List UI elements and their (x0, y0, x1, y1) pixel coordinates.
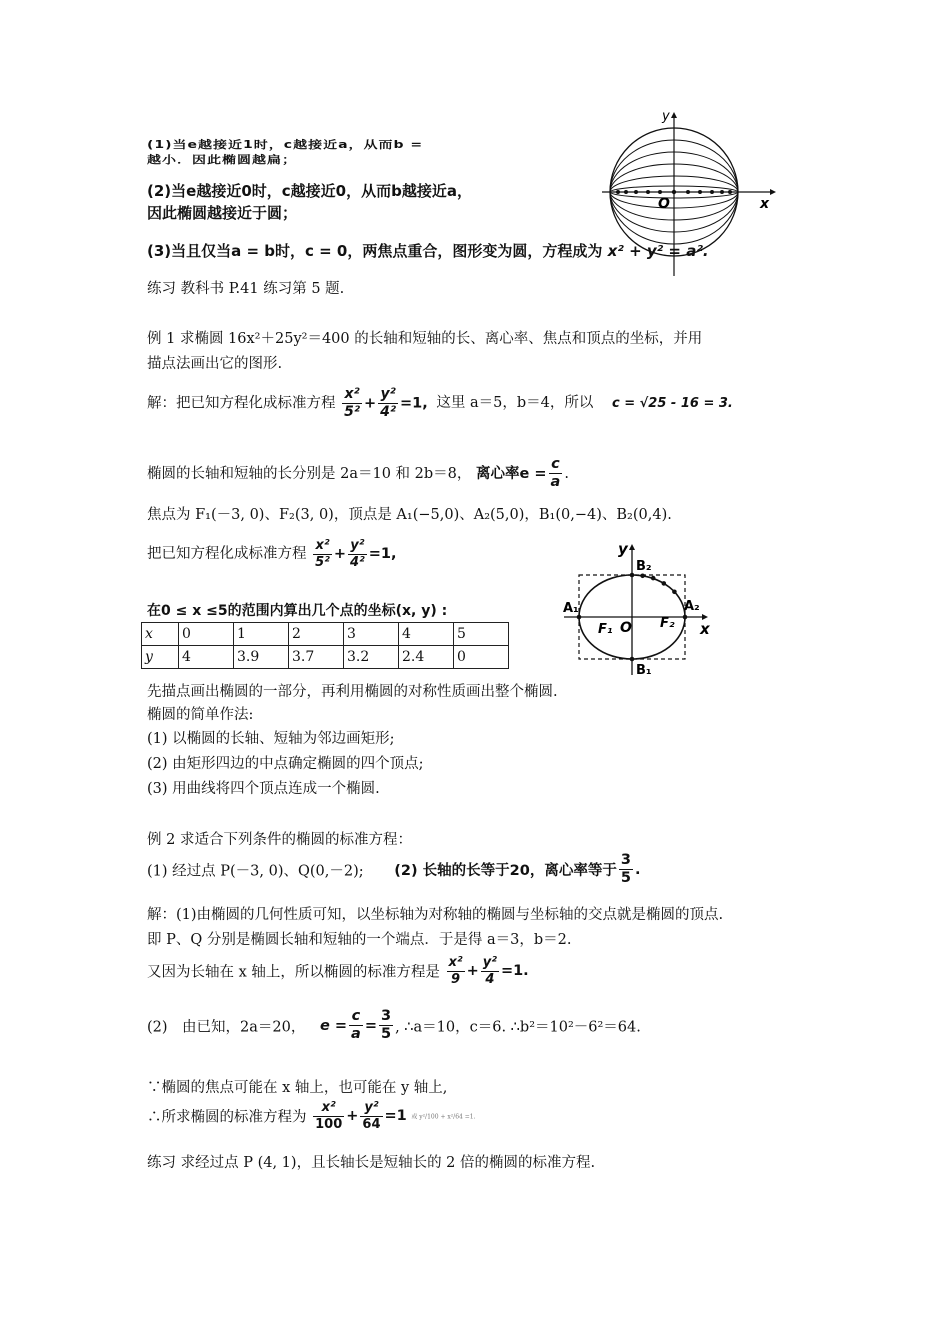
solution-1c-text: 又因为长轴在 x 轴上，所以椭圆的标准方程是 (147, 964, 440, 981)
restate-line (147, 538, 397, 570)
points-table (141, 622, 509, 669)
example1-line-2: 描点法画出它的图形. (147, 356, 283, 372)
solution-prefix: 解：把已知方程化成标准方程 (147, 395, 336, 412)
fig2-y-arrow-icon (629, 544, 635, 550)
solution-2-rest: , ∴a＝10，c＝6. ∴b²＝10²－6²＝64. (395, 1019, 641, 1036)
table-cell: 0 (454, 646, 509, 669)
table-cell: 4 (179, 646, 234, 669)
eccentricity-fraction (549, 456, 563, 492)
eccentricity-label: 离心率e = (476, 465, 547, 482)
frac-den: 4² (350, 554, 365, 570)
fig1-origin-label: O (658, 196, 670, 212)
three-fifths-fraction (379, 1008, 393, 1044)
therefore-line (147, 1100, 475, 1132)
method-step-3: (3) 用曲线将四个顶点连成一个椭圆. (147, 781, 380, 797)
frac-num: y² (378, 386, 398, 404)
frac-num: c (549, 456, 563, 474)
frac-den: a (550, 474, 561, 491)
e-label: e = (319, 1017, 348, 1034)
fig1-x-label: x (760, 196, 770, 212)
frac-num: x² (313, 538, 332, 555)
condition-2-end: . (634, 861, 641, 878)
frac-num: y² (360, 1100, 382, 1117)
frac-den: 5² (344, 403, 360, 420)
alternate-equation: 或 y²/100 + x²/64 =1. (411, 1113, 476, 1121)
frac-num: 3 (619, 852, 633, 870)
frac-den: 5 (620, 870, 631, 887)
axes-length-text: 椭圆的长轴和短轴的长分别是 2a＝10 和 2b＝8， (147, 465, 472, 482)
frac-num: x² (342, 386, 362, 404)
condition-1: (1) 经过点 P(－3, 0)、Q(0,－2); (147, 863, 364, 880)
equals-sign: = (364, 1017, 377, 1034)
axes-length-line (147, 456, 569, 492)
fraction-y-over-64 (360, 1100, 382, 1132)
condition-2: (2) 长轴的长等于20，离心率等于 (394, 863, 617, 880)
compute-points-title: 在0 ≤ x ≤5的范围内算出几个点的坐标(x, y) : (147, 603, 448, 619)
example2-solution-2 (147, 1008, 641, 1044)
fraction-y-over-4 (378, 386, 398, 421)
table-row (142, 646, 509, 669)
fig2-x-label: x (700, 620, 710, 638)
fig2-b1-label: B₁ (636, 663, 652, 678)
frac-num: 3 (379, 1008, 393, 1026)
frac-num: c (349, 1008, 363, 1026)
table-row (142, 623, 509, 646)
fig1-y-label: y (662, 109, 670, 124)
fraction-y-over-4-c (481, 955, 499, 987)
fraction-x-over-9 (447, 955, 465, 987)
example2-solution-1c (147, 955, 529, 987)
table-cell: 3.9 (234, 646, 289, 669)
eccentricity-end: . (564, 465, 569, 482)
ellipse-figure (560, 540, 720, 682)
plus-sign: + (346, 1108, 359, 1125)
intro-line-1 (147, 137, 423, 152)
after-plot-line: 先描点画出椭圆的一部分，再利用椭圆的对称性质画出整个椭圆. (147, 684, 558, 700)
therefore-text: ∴所求椭圆的标准方程为 (147, 1109, 307, 1126)
fraction-y-over-4-b (348, 538, 367, 570)
solution-mid: 这里 a＝5，b＝4，所以 (436, 395, 594, 412)
frac-num: x² (448, 955, 463, 970)
table-cell: 3.7 (289, 646, 344, 669)
simple-method-title: 椭圆的简单作法: (147, 707, 254, 723)
example1-line-1: 例 1 求椭圆 16x²＋25y²＝400 的长轴和短轴的长、离心率、焦点和顶点的坐标，并用 (147, 331, 703, 347)
frac-den: a (351, 1026, 361, 1043)
circle-equation: x² + y² = a². (607, 242, 709, 260)
fig2-y-label: y (618, 540, 628, 558)
table-cell: y (142, 646, 179, 669)
c-value: c = √25 - 16 = 3. (611, 396, 733, 412)
example1-solution-line (147, 386, 733, 421)
plus-sign: + (466, 963, 479, 980)
frac-num: y² (482, 955, 497, 970)
exercise-2: 练习 求经过点 P (4, 1)，且长轴长是短轴长的 2 倍的椭圆的标准方程. (147, 1155, 596, 1171)
table-cell: 1 (234, 623, 289, 646)
frac-den: 5 (380, 1026, 392, 1043)
fraction-x-over-5 (342, 386, 362, 421)
equals-one: =1, (400, 395, 428, 412)
table-cell: 0 (179, 623, 234, 646)
fig2-a1-label: A₁ (563, 601, 579, 616)
table-cell: 2 (289, 623, 344, 646)
because-line: ∵椭圆的焦点可能在 x 轴上，也可能在 y 轴上, (147, 1080, 448, 1096)
solution-2-prefix: (2) 由已知，2a＝20， (147, 1019, 306, 1036)
nested-ellipses-figure (598, 104, 778, 284)
foci-vertices-line: 焦点为 F₁(－3, 0)、F₂(3, 0)，顶点是 A₁(−5,0)、A₂(5,0)，B₁(0,−4)、B₂(0,4). (147, 507, 672, 523)
fig1-y-arrow-icon (671, 112, 677, 118)
intro-line-2b: 因此椭圆越接近于圆； (147, 204, 298, 222)
c-over-a-fraction (349, 1008, 363, 1044)
intro-line-2: (2)当e越接近0时，c越接近0，从而b越接近a， (147, 182, 472, 200)
restate-prefix: 把已知方程化成标准方程 (147, 546, 307, 563)
example2-solution-1a: 解：(1)由椭圆的几何性质可知，以坐标轴为对称轴的椭圆与坐标轴的交点就是椭圆的顶点. (147, 907, 724, 923)
frac-den: 64 (362, 1116, 381, 1132)
frac-den: 4 (485, 971, 495, 987)
example2-conditions (147, 852, 640, 888)
table-cell: 5 (454, 623, 509, 646)
fig2-f2-label: F₂ (660, 616, 675, 631)
equals-one: =1 (384, 1108, 407, 1125)
frac-den: 5² (315, 554, 330, 570)
method-step-2: (2) 由矩形四边的中点确定椭圆的四个顶点; (147, 756, 424, 772)
example2-title: 例 2 求适合下列条件的椭圆的标准方程： (147, 832, 412, 848)
table-cell: 4 (399, 623, 454, 646)
table-cell: 2.4 (399, 646, 454, 669)
fig1-x-arrow-icon (770, 189, 776, 195)
table-cell: 3.2 (344, 646, 399, 669)
condition-2-fraction (619, 852, 633, 888)
exercise-1: 练习 教科书 P.41 练习第 5 题. (147, 281, 345, 297)
plus-sign: + (333, 546, 347, 563)
plus-sign: + (363, 395, 377, 412)
table-cell: 3 (344, 623, 399, 646)
fig2-a2-label: A₂ (684, 599, 700, 614)
frac-den: 4² (380, 403, 397, 420)
method-step-1: (1) 以椭圆的长轴、短轴为邻边画矩形; (147, 731, 395, 747)
fraction-x-over-100 (313, 1100, 344, 1132)
equals-one: =1. (500, 963, 529, 980)
frac-den: 100 (315, 1116, 343, 1132)
frac-num: x² (313, 1100, 344, 1117)
fraction-x-over-5-b (313, 538, 332, 570)
intro-line-3-text: (3)当且仅当a = b时，c = 0，两焦点重合，图形变为圆，方程成为 (147, 242, 603, 260)
example2-solution-1b: 即 P、Q 分别是椭圆长轴和短轴的一个端点．于是得 a＝3，b＝2. (147, 932, 572, 948)
intro-line-1-text: (1)当e越接近1时，c越接近a，从而b = (147, 138, 424, 151)
intro-line-1b: 越小．因此椭圆越扁； (147, 153, 297, 166)
fig2-origin-label: O (620, 620, 632, 636)
equals-one: =1, (368, 546, 397, 563)
fig2-f1-label: F₁ (598, 622, 613, 637)
frac-den: 9 (451, 971, 461, 987)
table-cell: x (142, 623, 179, 646)
fig2-b2-label: B₂ (636, 559, 652, 574)
frac-num: y² (348, 538, 367, 555)
